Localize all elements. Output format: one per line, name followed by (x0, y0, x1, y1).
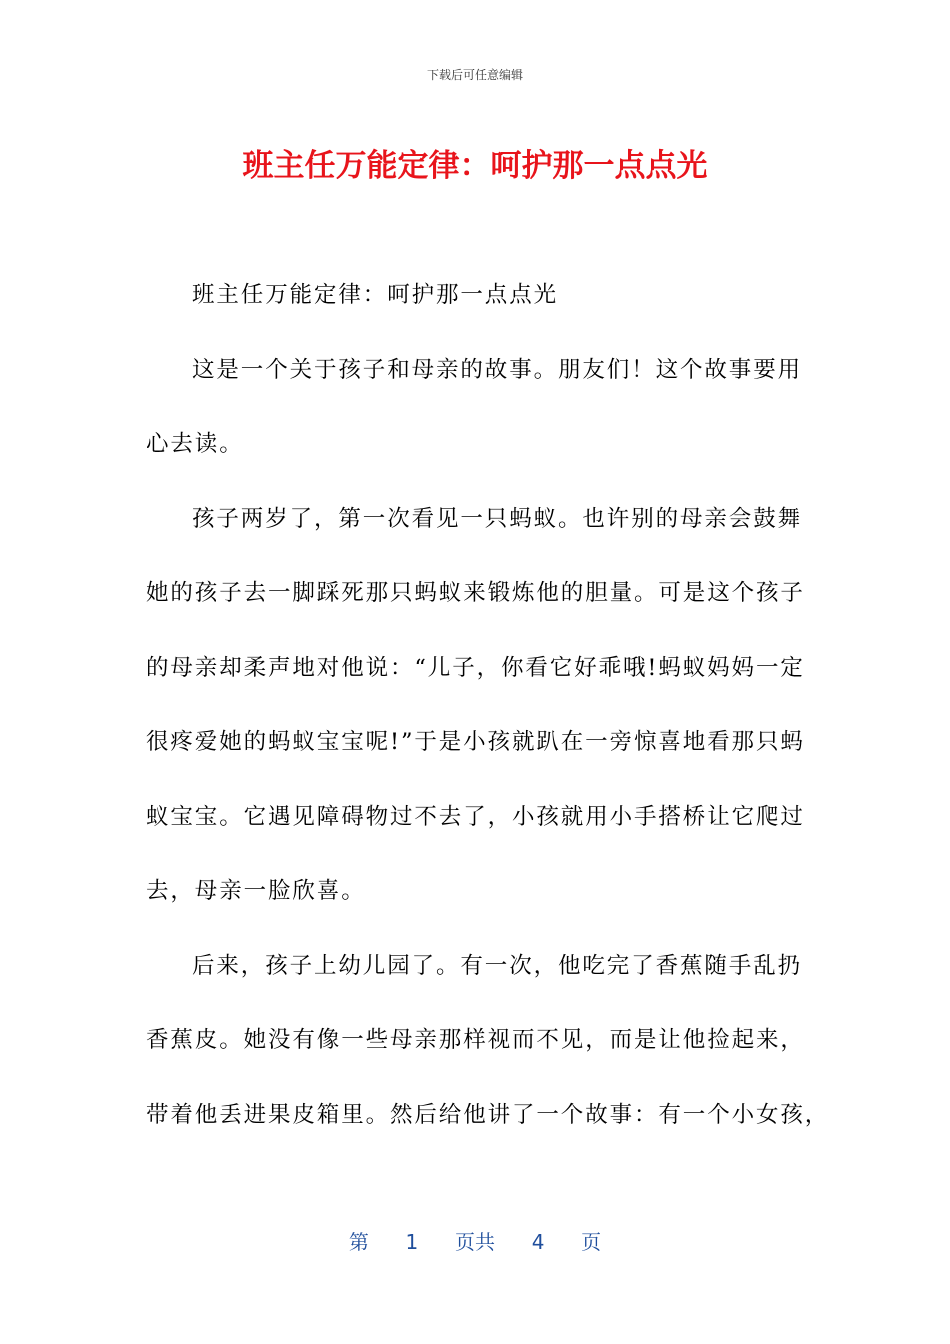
footer-suffix: 页 (581, 1230, 602, 1254)
page-footer (0, 1226, 950, 1255)
document-body (146, 258, 830, 1152)
paragraph-subtitle (146, 258, 806, 333)
text-line: 很疼爱她的蚂蚁宝宝呢!”于是小孩就趴在一旁惊喜地看那只蚂 (146, 729, 805, 755)
text-line: 的母亲却柔声地对他说：“儿子，你看它好乖哦!蚂蚁妈妈一定 (146, 654, 805, 681)
text-line: 带着他丢进果皮箱里。然后给他讲了一个故事：有一个小女孩， (146, 1101, 830, 1128)
text-line: 去，母亲一脸欣喜。 (146, 878, 366, 904)
footer-current-page: 1 (405, 1230, 419, 1254)
footer-middle: 页共 (455, 1230, 495, 1254)
footer-prefix: 第 (348, 1230, 369, 1254)
text-line: 班主任万能定律：呵护那一点点光 (192, 282, 559, 308)
footer-total-pages: 4 (531, 1230, 545, 1254)
page-header-note: 下载后可任意编辑 (426, 68, 523, 82)
text-line: 心去读。 (146, 431, 244, 457)
paragraph (146, 333, 806, 482)
paragraph (146, 482, 806, 929)
text-line: 后来，孩子上幼儿园了。有一次，他吃完了香蕉随手乱扔 (192, 952, 803, 979)
text-line: 她的孩子去一脚踩死那只蚂蚁来锻炼他的胆量。可是这个孩子 (146, 580, 805, 606)
paragraph (146, 929, 830, 1153)
text-line: 这是一个关于孩子和母亲的故事。朋友们！这个故事要用 (192, 356, 803, 383)
text-line: 蚁宝宝。它遇见障碍物过不去了，小孩就用小手搭桥让它爬过 (146, 803, 805, 830)
document-title: 班主任万能定律：呵护那一点点光 (242, 148, 708, 184)
text-line: 孩子两岁了，第一次看见一只蚂蚁。也许别的母亲会鼓舞 (192, 505, 803, 532)
text-line: 香蕉皮。她没有像一些母亲那样视而不见，而是让他捡起来， (146, 1027, 805, 1053)
